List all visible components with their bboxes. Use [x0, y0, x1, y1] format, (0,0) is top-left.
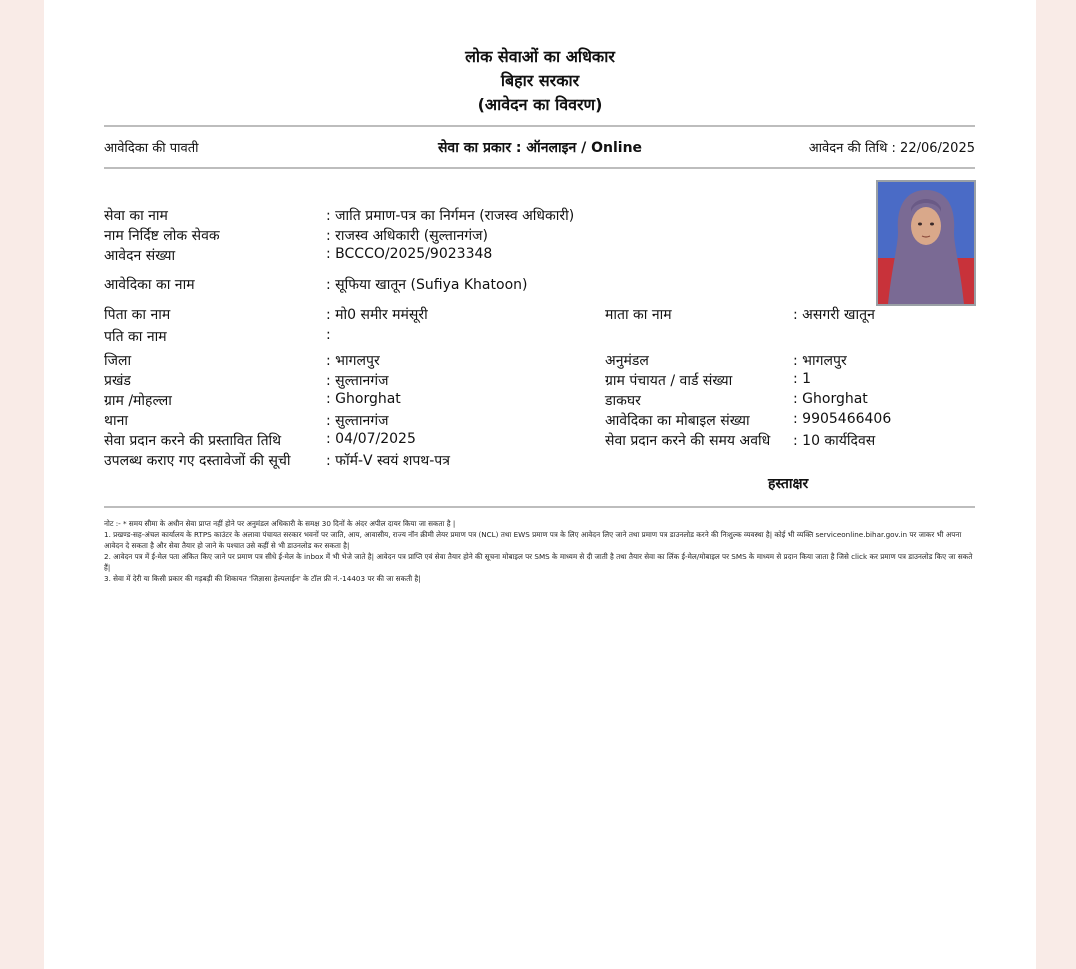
application-number-label: आवेदन संख्या [104, 248, 176, 264]
applicant-name-value: : सूफिया खातून (Sufiya Khatoon) [326, 277, 528, 293]
documents-label: उपलब्ध कराए गए दस्तावेजों की सूची [104, 453, 291, 469]
title-government: बिहार सरकार [500, 71, 580, 90]
document-page [44, 0, 1036, 969]
mother-name-label: माता का नाम [605, 307, 672, 323]
divider-top [104, 125, 975, 127]
father-name-label: पिता का नाम [104, 307, 171, 323]
proposed-date-value: : 04/07/2025 [326, 431, 416, 447]
mobile-label: आवेदिका का मोबाइल संख्या [605, 413, 750, 429]
divider-notes [104, 506, 975, 508]
note-appeal: नोट :- * समय सीमा के अधीन सेवा प्राप्त नहीं होने पर अनुमंडल अधिकारी के समक्ष 30 दिनों के अंदर अपील दायर किया जा सकता है | [104, 519, 456, 528]
district-label: जिला [104, 353, 132, 369]
divider-header [104, 167, 975, 169]
note-2: 2. आवेदन पत्र में ई-मेल पता अंकित किए जाने पर प्रमाण पत्र सीधे ई-मेल के inbox में भी भेजे जाते है| आवेदन पत्र प्राप्ति एवं सेवा तैयार होने की सूचना मोबाइल पर SMS के माध्यम से दी जाती है तथा तैयार सेवा का लिंक ई-मेल/मोबाइल पर SMS के माध्यम से प्रदान किया जाता है जिसे click कर प्रमाण पत्र डाउनलोड किए जा सकते हैं| [104, 552, 973, 572]
village-value: : Ghorghat [326, 391, 401, 407]
district-value: : भागलपुर [326, 353, 380, 369]
notes-section [104, 518, 979, 584]
mother-name-value: : असगरी खातून [793, 307, 875, 323]
subdivision-label: अनुमंडल [605, 353, 649, 369]
note-3: 3. सेवा में देरी या किसी प्रकार की गड़बड़ी की शिकायत 'जिज्ञासा हेल्पलाईन' के टॉल फ्री नं.-14403 पर की जा सकती है| [104, 574, 421, 583]
father-name-value: : मो0 समीर ममंसूरी [326, 307, 428, 323]
applicant-name-label: आवेदिका का नाम [104, 277, 195, 293]
husband-name-label: पति का नाम [104, 329, 167, 345]
title-application-details: (आवेदन का विवरण) [477, 95, 603, 114]
post-office-label: डाकघर [605, 393, 641, 409]
proposed-date-label: सेवा प्रदान करने की प्रस्तावित तिथि [104, 433, 282, 449]
panchayat-ward-label: ग्राम पंचायत / वार्ड संख्या [605, 373, 733, 389]
person-photo-icon [878, 182, 974, 304]
application-number-value: : BCCCO/2025/9023348 [326, 246, 493, 262]
applicant-photo [876, 180, 976, 306]
mobile-value: : 9905466406 [793, 411, 892, 427]
signature-label: हस्ताक्षर [768, 476, 809, 492]
police-station-value: : सुल्तानगंज [326, 413, 389, 429]
service-type: सेवा का प्रकार : ऑनलाइन / Online [437, 140, 643, 156]
service-name-value: : जाति प्रमाण-पत्र का निर्गमन (राजस्व अधिकारी) [326, 208, 575, 224]
panchayat-ward-value: : 1 [793, 371, 812, 387]
subdivision-value: : भागलपुर [793, 353, 847, 369]
service-period-value: : 10 कार्यदिवस [793, 433, 876, 449]
designated-officer-value: : राजस्व अधिकारी (सुल्तानगंज) [326, 228, 488, 244]
title-rights: लोक सेवाओं का अधिकार [465, 47, 615, 66]
husband-name-value: : [326, 327, 331, 343]
service-name-label: सेवा का नाम [104, 208, 168, 224]
block-label: प्रखंड [104, 373, 131, 389]
note-1: 1. प्रखण्ड-सह-अंचल कार्यालय के RTPS काउंटर के अलावा पंचायत सरकार भवनों पर जाति, आय, आवासीय, राज्य नॉन क्रीमी लेयर प्रमाण पत्र (NCL) तथा EWS प्रमाण पत्र के लिए आवेदन लिए जाने तथा प्रमाण पत्र डाउनलोड करने की निःशुल्क व्यवस्था है| कोई भी व्यक्ति serviceonline.bihar.gov.in पर जाकर भी अपना आवेदन दे सकता है और सेवा तैयार हो जाने के पश्चात उसे कहीं से भी डाउनलोड कर सकता है| [104, 530, 962, 550]
designated-officer-label: नाम निर्दिष्ट लोक सेवक [104, 228, 220, 244]
block-value: : सुल्तानगंज [326, 373, 389, 389]
documents-value: : फॉर्म-V स्वयं शपथ-पत्र [326, 453, 450, 469]
application-date: आवेदन की तिथि : 22/06/2025 [808, 141, 975, 156]
police-station-label: थाना [104, 413, 128, 429]
receipt-label: आवेदिका की पावती [104, 141, 199, 156]
service-period-label: सेवा प्रदान करने की समय अवधि [605, 433, 771, 449]
village-label: ग्राम /मोहल्ला [104, 393, 172, 409]
post-office-value: : Ghorghat [793, 391, 868, 407]
